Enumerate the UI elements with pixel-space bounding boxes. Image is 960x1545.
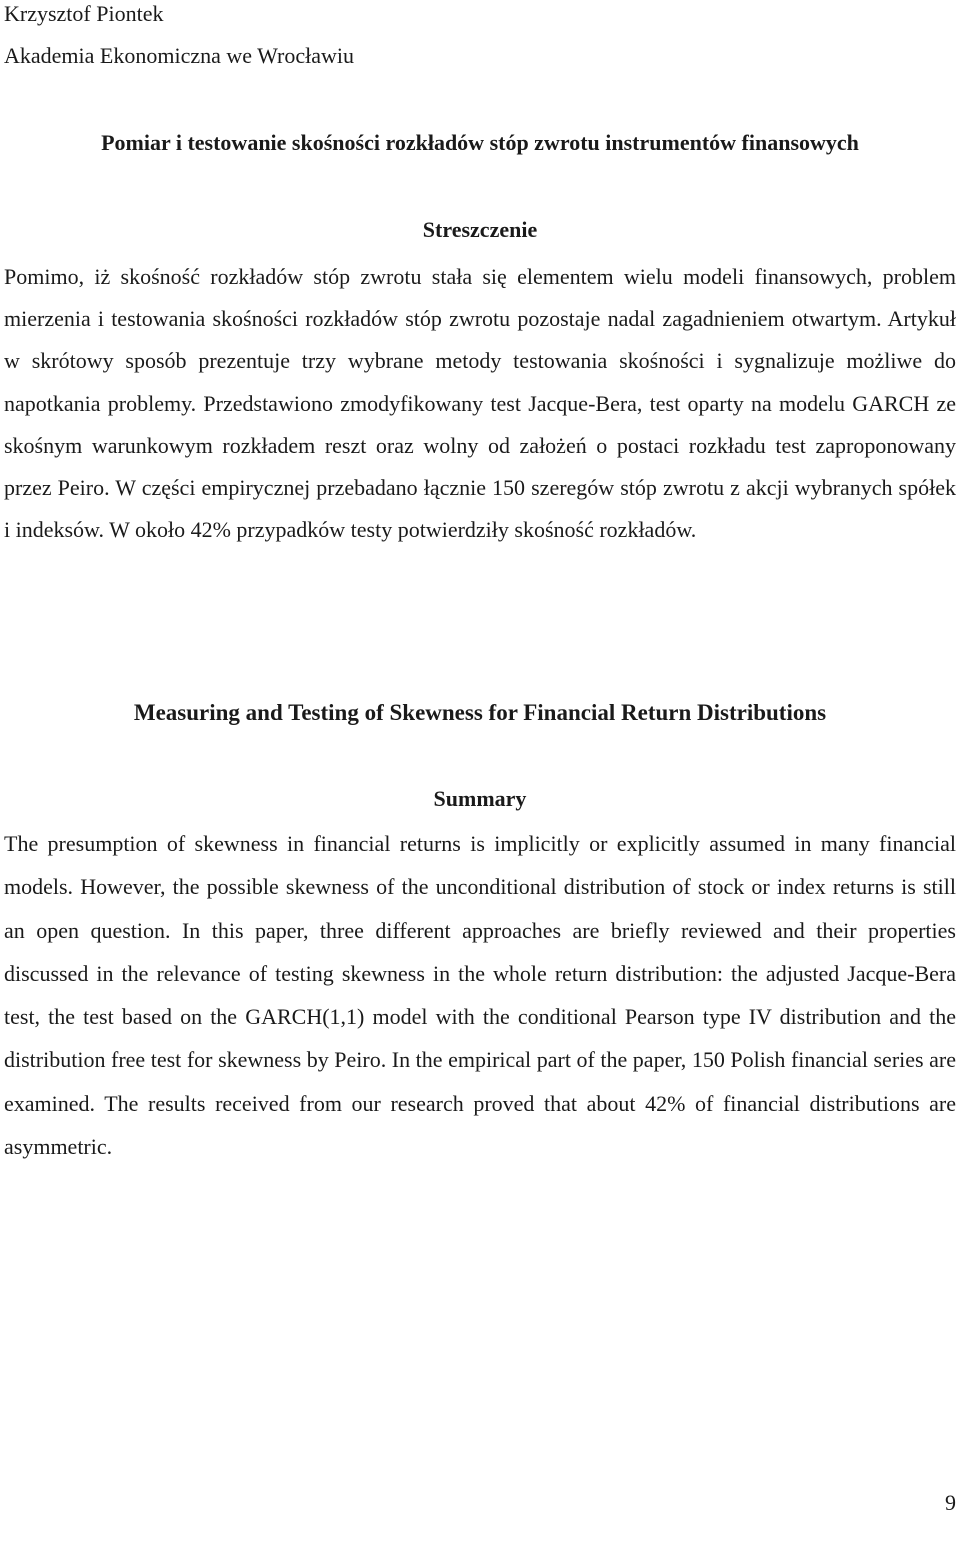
page-number: 9 [945, 1490, 956, 1515]
polish-abstract: Pomimo, iż skośność rozkładów stóp zwrotu stała się elementem wielu modeli finansowych, problem mierzenia i testowania skośności rozkładów stóp zwrotu pozostaje nadal zagadnieniem otwartym. Artykuł w skrótowy sposób prezentuje trzy wybrane metody testowania skośności i sygnalizuje możliwe do napotkania problemy. Przedstawiono zmodyfikowany test Jacque-Bera, test oparty na modelu GARCH ze skośnym warunkowym rozkładem reszt oraz wolny od założeń o postaci rozkładu test zaproponowany przez Peiro. W części empirycznej przebadano łącznie 150 szeregów stóp zwrotu z akcji wybranych spółek i indeksów. W około 42% przypadków testy potwierdziły skośność rozkładów. [4, 264, 956, 543]
english-summary-heading: Summary [433, 786, 527, 811]
polish-abstract-heading: Streszczenie [422, 217, 538, 242]
author-name: Krzysztof Piontek [4, 1, 164, 26]
english-summary: The presumption of skewness in financial returns is implicitly or explicitly assumed in many financial models. However, the possible skewness of the unconditional distribution of stock or index returns is still an open question. In this paper, three different approaches are briefly reviewed and their properties discussed in the relevance of testing skewness in the whole return distribution: the adjusted Jacque-Bera test, the test based on the GARCH(1,1) model with the conditional Pearson type IV distribution and the distribution free test for skewness by Peiro. In the empirical part of the paper, 150 Polish financial series are examined. The results received from our research proved that about 42% of financial distributions are asymmetric. [4, 831, 956, 1160]
english-title: Measuring and Testing of Skewness for Financial Return Distributions [133, 700, 827, 725]
polish-title: Pomiar i testowanie skośności rozkładów stóp zwrotu instrumentów finansowych [101, 130, 859, 155]
author-affiliation: Akademia Ekonomiczna we Wrocławiu [4, 43, 354, 68]
